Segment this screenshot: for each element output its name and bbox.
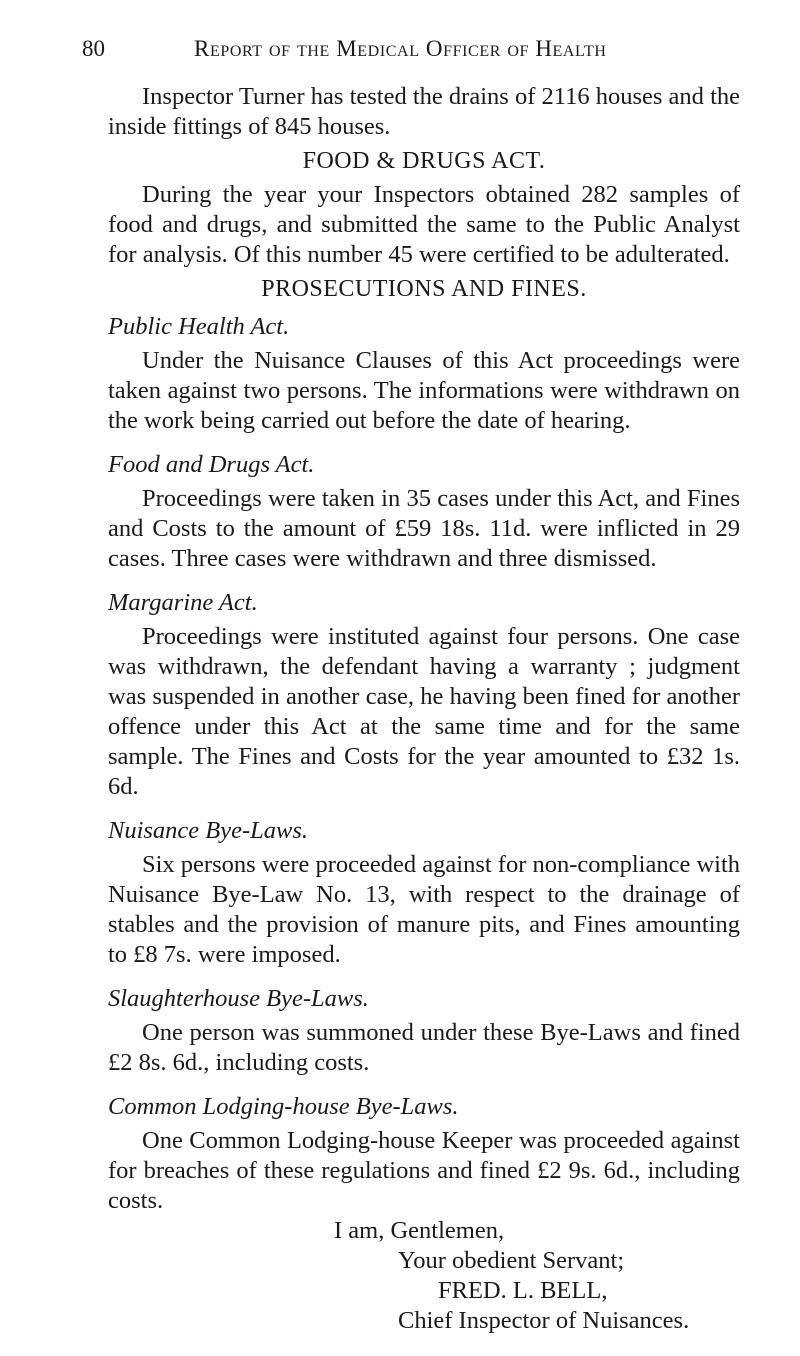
section-title-slaughterhouse-bye-laws: Slaughterhouse Bye-Laws. bbox=[108, 985, 369, 1012]
section-title-public-health-act: Public Health Act. bbox=[108, 313, 290, 340]
section-text-common-lodging-house-bye-laws: One Common Lodging-house Keeper was proceeded against for breaches of these regulations and fined £2 9s. 6d., including costs. bbox=[108, 1127, 740, 1214]
body-text bbox=[108, 82, 740, 1336]
section-text-slaughterhouse-bye-laws: One person was summoned under these Bye-Laws and fined £2 8s. 6d., including costs. bbox=[108, 1019, 740, 1076]
page-number: 80 bbox=[82, 36, 105, 61]
section-text-nuisance-bye-laws: Six persons were proceeded against for non-compliance with Nuisance Bye-Law No. 13, with respect to the drainage of stables and the provision of manure pits, and Fines amounting to £8 7s. were imposed. bbox=[108, 851, 741, 968]
section-title-margarine-act: Margarine Act. bbox=[108, 589, 258, 616]
closing-salutation: I am, Gentlemen, bbox=[334, 1217, 505, 1244]
running-head: Report of the Medical Officer of Health bbox=[194, 36, 607, 61]
page-header bbox=[82, 36, 732, 68]
intro-paragraph: Inspector Turner has tested the drains of 2116 houses and the inside fittings of 845 houses. bbox=[108, 83, 740, 140]
food-drugs-act-heading: FOOD & DRUGS ACT. bbox=[302, 148, 546, 174]
section-title-nuisance-bye-laws: Nuisance Bye-Laws. bbox=[108, 817, 309, 844]
signatory-title: Chief Inspector of Nuisances. bbox=[398, 1307, 690, 1334]
closing-signature-block bbox=[108, 1216, 740, 1336]
signatory-name: FRED. L. BELL, bbox=[438, 1277, 608, 1304]
prosecutions-heading: PROSECUTIONS AND FINES. bbox=[261, 276, 587, 302]
section-text-public-health-act: Under the Nuisance Clauses of this Act proceedings were taken against two persons. The informations were withdrawn on the work being carried out before the date of hearing. bbox=[108, 347, 740, 434]
section-text-food-and-drugs-act: Proceedings were taken in 35 cases under this Act, and Fines and Costs to the amount of £59 18s. 11d. were inflicted in 29 cases. Three cases were withdrawn and three dismissed. bbox=[108, 485, 740, 572]
section-text-margarine-act: Proceedings were instituted against four persons. One case was withdrawn, the defendant having a warranty ; judgment was suspended in another case, he having been fined for another offence under this Act at the same time and for the same sample. The Fines and Costs for the year amounted to £32 1s. 6d. bbox=[108, 623, 740, 800]
closing-valediction: Your obedient Servant; bbox=[398, 1247, 625, 1274]
section-title-common-lodging-house-bye-laws: Common Lodging-house Bye-Laws. bbox=[108, 1093, 459, 1120]
food-drugs-act-paragraph: During the year your Inspectors obtained 282 samples of food and drugs, and submitted the same to the Public Analyst for analysis. Of this number 45 were certified to be adulterated. bbox=[108, 181, 740, 268]
section-title-food-and-drugs-act: Food and Drugs Act. bbox=[108, 451, 315, 478]
